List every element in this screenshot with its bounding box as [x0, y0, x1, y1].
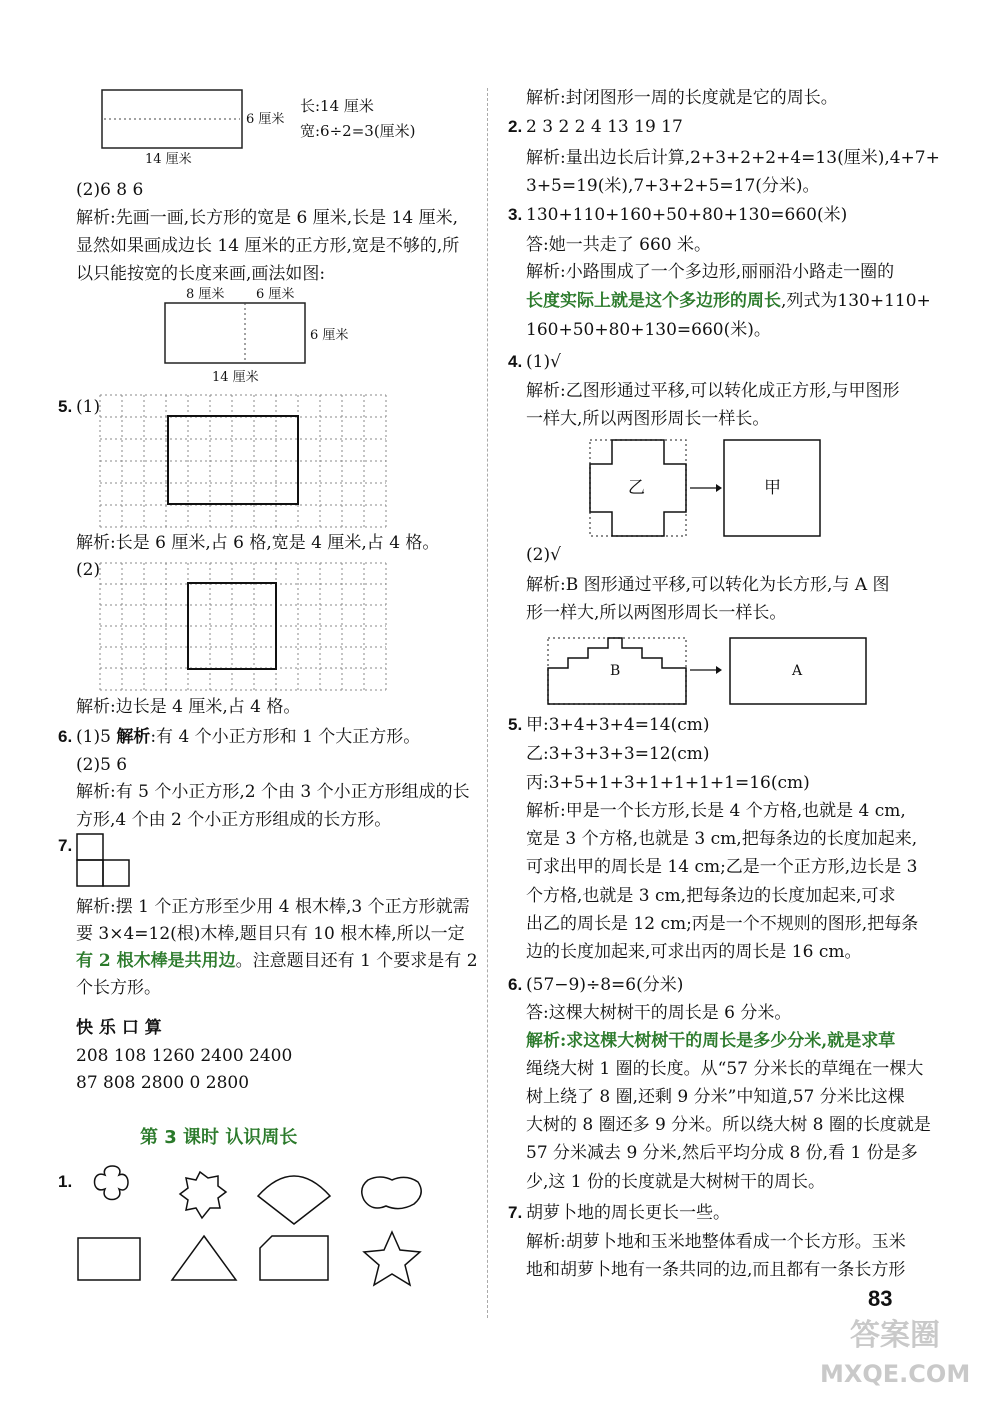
r6-equation: (57−9)÷8=6(分米) — [526, 975, 684, 995]
fig1-bottom-label: 14 厘米 — [145, 152, 192, 167]
r6-analysis-1: 解析:求这棵大树树干的周长是多少分米,就是求草 — [526, 1031, 896, 1051]
jia-label: 甲 — [764, 478, 781, 498]
r2-number: 2. — [508, 117, 523, 136]
fig1-rectangle — [102, 90, 242, 148]
q1-shapes — [78, 1166, 421, 1285]
q5-analysis-1: 解析:长是 6 厘米,占 6 格,宽是 4 厘米,占 4 格。 — [76, 533, 440, 553]
fig2-bottom: 14 厘米 — [212, 370, 259, 385]
r5-yi: 乙:3+3+3+3=12(cm) — [526, 744, 710, 764]
q7-analysis-3-rest: 。注意题目还有 1 个要求是有 2 — [235, 951, 478, 971]
r3-analysis-3: 160+50+80+130=660(米)。 — [526, 320, 771, 340]
q6-part1 — [76, 727, 420, 747]
r7-number: 7. — [508, 1203, 523, 1222]
mental-math-row-1: 208 108 1260 2400 2400 — [76, 1046, 293, 1066]
q6-analysis-1: 解析:有 5 个小正方形,2 个由 3 个小正方形组成的长 — [76, 782, 470, 802]
q6-part1-text: :有 4 个小正方形和 1 个大正方形。 — [150, 727, 421, 747]
page-number: 83 — [868, 1286, 893, 1311]
star-shape — [364, 1232, 420, 1285]
q7-analysis-4: 个长方形。 — [76, 978, 161, 998]
q5-analysis-2: 解析:边长是 4 厘米,占 4 格。 — [76, 697, 301, 717]
r3-analysis-2-rest: ,列式为130+110+ — [781, 291, 931, 311]
cloud-shape — [362, 1177, 421, 1209]
r4-analysis-2: 一样大,所以两图形周长一样长。 — [526, 409, 770, 429]
r5-analysis-2: 宽是 3 个方格,也就是 3 cm,把每条边的长度加起来, — [526, 829, 918, 849]
section-title: 第 3 课时 认识周长 — [140, 1127, 298, 1148]
r5-analysis-5: 出乙的周长是 12 cm;丙是一个不规则的图形,把每条 — [526, 914, 919, 934]
q5-part2: (2) — [76, 560, 101, 580]
q7-analysis-1: 解析:摆 1 个正方形至少用 4 根木棒,3 个正方形就需 — [76, 897, 470, 917]
fan-shape — [258, 1176, 330, 1224]
r5-bing: 丙:3+5+1+3+1+1+1+1=16(cm) — [526, 773, 810, 793]
b-label: B — [610, 663, 621, 679]
r5-number: 5. — [508, 715, 523, 734]
r2-values: 2 3 2 2 4 13 19 17 — [526, 117, 683, 137]
fig2-top-a: 8 厘米 — [186, 287, 225, 302]
r3-highlight: 长度实际上就是这个多边形的周长 — [526, 291, 781, 311]
r5-analysis-3: 可求出甲的周长是 14 cm;乙是一个正方形,边长是 3 — [526, 857, 918, 877]
r2-analysis-2: 3+5=19(米),7+3+2+5=17(分米)。 — [526, 176, 820, 196]
triangle-shape — [172, 1236, 236, 1280]
leaf-shape — [180, 1172, 226, 1218]
fig1-width: 宽:6÷2=3(厘米) — [300, 122, 416, 140]
r7-analysis-1: 解析:胡萝卜地和玉米地整体看成一个长方形。玉米 — [526, 1232, 906, 1252]
grid-1 — [100, 395, 386, 527]
r5-analysis-6: 边的长度加起来,可求出丙的周长是 16 cm。 — [526, 942, 862, 962]
watermark-url: MXQE.COM — [820, 1360, 971, 1388]
yi-label: 乙 — [628, 478, 645, 498]
q7-number: 7. — [58, 836, 73, 855]
r4-part2: (2)√ — [526, 545, 561, 565]
fig2-right: 6 厘米 — [310, 328, 349, 343]
r6-analysis-5: 57 分米减去 9 分米,然后平均分成 8 份,看 1 份是多 — [526, 1143, 918, 1163]
analysis-line-1: 解析:先画一画,长方形的宽是 6 厘米,长是 14 厘米, — [76, 208, 459, 228]
r6-answer: 答:这棵大树树干的周长是 6 分米。 — [526, 1003, 792, 1023]
q7-squares — [77, 834, 129, 886]
r7-answer: 胡萝卜地的周长更长一些。 — [526, 1203, 730, 1223]
r-analysis-0: 解析:封闭图形一周的长度就是它的周长。 — [526, 88, 838, 108]
cut-rect-shape — [260, 1236, 328, 1280]
fig2-rectangle — [165, 303, 305, 363]
r4-analysis-4: 形一样大,所以两图形周长一样长。 — [526, 603, 787, 623]
q5-number: 5. — [58, 397, 73, 416]
fig1-right-label: 6 厘米 — [246, 112, 285, 127]
rectangle-shape — [78, 1238, 140, 1280]
r3-analysis-1: 解析:小路围成了一个多边形,丽丽沿小路走一圈的 — [526, 262, 895, 282]
fig2-top-b: 6 厘米 — [256, 287, 295, 302]
r3-number: 3. — [508, 205, 523, 224]
q4-part2: (2)6 8 6 — [76, 180, 144, 200]
r4-analysis-1: 解析:乙图形通过平移,可以转化成正方形,与甲图形 — [526, 381, 900, 401]
fig1-length: 长:14 厘米 — [300, 97, 374, 115]
q6-analysis-2: 方形,4 个由 2 个小正方形组成的长方形。 — [76, 810, 392, 830]
r7-analysis-2: 地和胡萝卜地有一条共同的边,而且都有一条长方形 — [526, 1260, 906, 1280]
q6-part1-answer: (1)5 — [76, 727, 117, 747]
r3-analysis-2 — [526, 291, 931, 311]
q5-part1: (1) — [76, 397, 101, 417]
q6-part2: (2)5 6 — [76, 755, 128, 775]
r5-analysis-4: 个方格,也就是 3 cm,把每条边的长度加起来,可求 — [526, 886, 896, 906]
r6-number: 6. — [508, 975, 523, 994]
analysis-line-3: 以只能按宽的长度来画,画法如图: — [76, 264, 326, 284]
mental-math-row-2: 87 808 2800 0 2800 — [76, 1073, 250, 1093]
r6-analysis-2: 绳绕大树 1 圈的长度。从“57 分米长的草绳在一棵大 — [526, 1059, 924, 1079]
r3-equation: 130+110+160+50+80+130=660(米) — [526, 205, 848, 225]
r4-number: 4. — [508, 352, 523, 371]
r5-jia: 甲:3+4+3+4=14(cm) — [526, 715, 710, 735]
mental-math-heading: 快 乐 口 算 — [76, 1018, 162, 1038]
q1-number: 1. — [58, 1172, 73, 1191]
q6-number: 6. — [58, 727, 73, 746]
clover-shape — [95, 1166, 129, 1200]
analysis-line-2: 显然如果画成边长 14 厘米的正方形,宽是不够的,所 — [76, 236, 460, 256]
r3-answer: 答:她一共走了 660 米。 — [526, 235, 711, 255]
q6-part1-label: 解析 — [116, 727, 151, 747]
q7-highlight: 有 2 根木棒是共用边 — [76, 951, 236, 971]
r6-analysis-3: 树上绕了 8 圈,还剩 9 分米”中知道,57 分米比这棵 — [526, 1087, 905, 1107]
r6-analysis-4: 大树的 8 圈还多 9 分米。所以绕大树 8 圈的长度就是 — [526, 1115, 931, 1135]
r4-part1: (1)√ — [526, 352, 561, 372]
watermark-logo: 答案圈 — [850, 1318, 940, 1353]
r6-analysis-6: 少,这 1 份的长度就是大树树干的周长。 — [526, 1172, 826, 1192]
q7-analysis-2: 要 3×4=12(根)木棒,题目只有 10 根木棒,所以一定 — [76, 924, 465, 944]
r2-analysis-1: 解析:量出边长后计算,2+3+2+2+4=13(厘米),4+7+ — [526, 148, 940, 168]
r5-analysis-1: 解析:甲是一个长方形,长是 4 个方格,也就是 4 cm, — [526, 801, 906, 821]
r4-analysis-3: 解析:B 图形通过平移,可以转化为长方形,与 A 图 — [526, 575, 890, 595]
q7-analysis-3 — [76, 951, 478, 971]
a-label: A — [792, 663, 803, 679]
